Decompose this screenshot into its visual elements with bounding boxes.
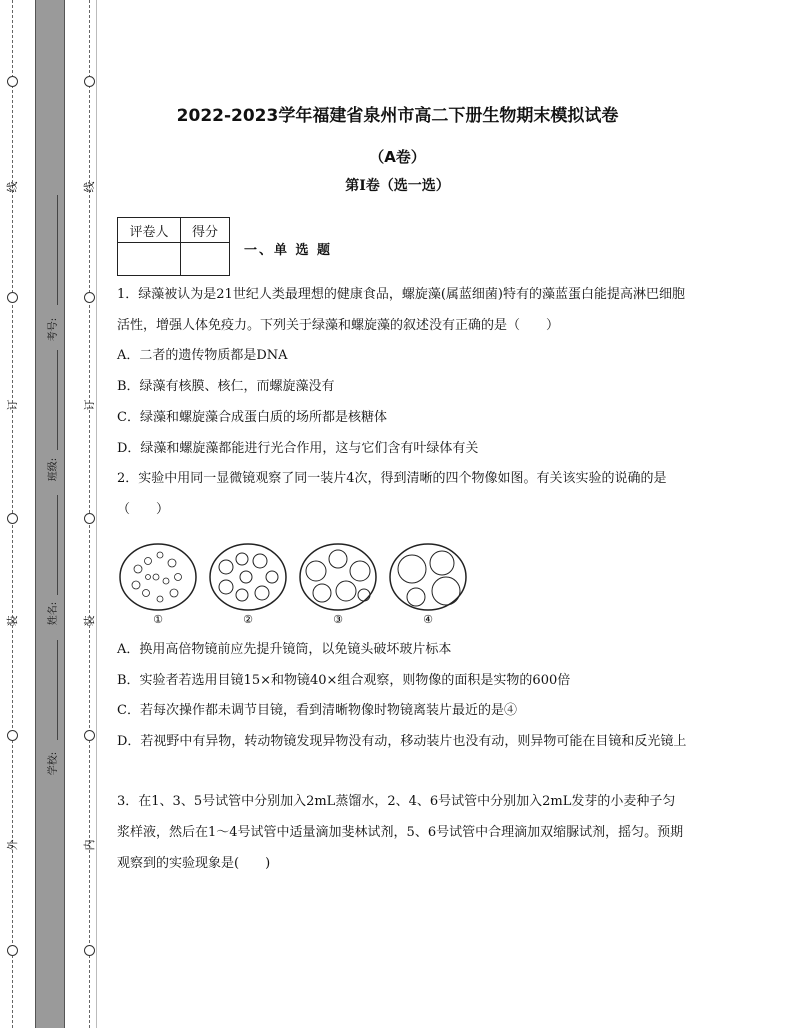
figure-label-2: ② [243, 613, 253, 626]
binding-hole-icon [7, 76, 18, 87]
school-field[interactable] [57, 640, 58, 740]
question-2-option-c: C．若每次操作都未调节目镜，看到清晰物像时物镜离装片最近的是④ [117, 703, 517, 718]
figure-label-3: ③ [333, 613, 343, 626]
question-3-stem: 3．在1、3、5号试管中分别加入2mL蒸馏水，2、4、6号试管中分别加入2mL发芽的小麦种子匀浆样液，然后在1～4号试管中适量滴加斐林试剂，5、6号试管中合理滴加双缩脲试剂，摇匀。预期观察到的实验现象是( ) [117, 794, 684, 871]
reviewer-header: 评卷人 [118, 218, 181, 243]
page-subtitle: （A卷） [369, 148, 426, 166]
binding-hole-icon [84, 513, 95, 524]
margin-cut-label: 线 [83, 181, 96, 193]
figure-label-4: ④ [423, 613, 433, 626]
question-2-stem: 2．实验中用同一显微镜观察了同一装片4次，得到清晰的四个物像如图。有关该实验的说确的是（ ） [117, 471, 667, 517]
question-1-stem: 1．绿藻被认为是21世纪人类最理想的健康食品，螺旋藻(属蓝细菌)特有的藻蓝蛋白能提高淋巴细胞活性，增强人体免疫力。下列关于绿藻和螺旋藻的叙述没有正确的是（ ） [117, 287, 685, 333]
binding-hole-icon [7, 513, 18, 524]
margin-cut-label: 装 [83, 615, 96, 627]
microscope-view-3 [300, 544, 376, 610]
reviewer-cell[interactable] [118, 243, 181, 276]
name-label: 姓名: [48, 601, 60, 626]
margin-cut-label: 装 [6, 615, 19, 627]
binding-hole-icon [7, 945, 18, 956]
binding-hole-icon [84, 76, 95, 87]
microscope-view-1 [120, 544, 196, 610]
question-1-option-a: A．二者的遗传物质都是DNA [117, 348, 288, 363]
binding-hole-icon [84, 945, 95, 956]
question-1-option-c: C．绿藻和螺旋藻合成蛋白质的场所都是核糖体 [117, 410, 387, 425]
microscope-view-4 [390, 544, 466, 610]
page-title: 2022-2023学年福建省泉州市高二下册生物期末模拟试卷 [176, 106, 619, 126]
score-table [117, 217, 230, 276]
margin-cut-label: 外 [6, 839, 19, 851]
figure-label-1: ① [153, 613, 163, 626]
binding-hole-icon [84, 292, 95, 303]
score-cell[interactable] [181, 243, 230, 276]
binding-band [35, 0, 65, 1028]
volume-heading: 第I卷（选一选） [345, 178, 450, 194]
question-1-option-d: D．绿藻和螺旋藻都能进行光合作用，这与它们含有叶绿体有关 [117, 441, 479, 456]
binding-hole-icon [7, 730, 18, 741]
binding-hole-icon [84, 730, 95, 741]
binding-hole-icon [7, 292, 18, 303]
margin-cut-label: 线 [6, 181, 19, 193]
score-header: 得分 [181, 218, 230, 243]
school-label: 学校: [48, 751, 60, 776]
exam-number-field[interactable] [57, 195, 58, 305]
question-2-option-b: B．实验者若选用目镜15×和物镜40×组合观察，则物像的面积是实物的600倍 [117, 673, 571, 688]
section-title: 一、单 选 题 [244, 243, 333, 258]
question-1-option-b: B．绿藻有核膜、核仁，而螺旋藻没有 [117, 379, 335, 394]
question-2-option-d: D．若视野中有异物，转动物镜发现异物没有动，移动装片也没有动，则异物可能在目镜和反光镜上 [117, 734, 687, 749]
class-field[interactable] [57, 350, 58, 450]
class-label: 班级: [48, 457, 60, 482]
microscope-views-figure [116, 541, 476, 626]
margin-cut-label: 订 [83, 399, 96, 411]
question-2-option-a: A．换用高倍物镜前应先提升镜筒，以免镜头破坏玻片标本 [117, 642, 452, 657]
microscope-view-2 [210, 544, 286, 610]
margin-border-line [96, 0, 97, 1028]
margin-cut-label: 内 [83, 839, 96, 851]
margin-cut-label: 订 [6, 399, 19, 411]
name-field[interactable] [57, 495, 58, 595]
exam-number-label: 考号: [48, 317, 60, 342]
